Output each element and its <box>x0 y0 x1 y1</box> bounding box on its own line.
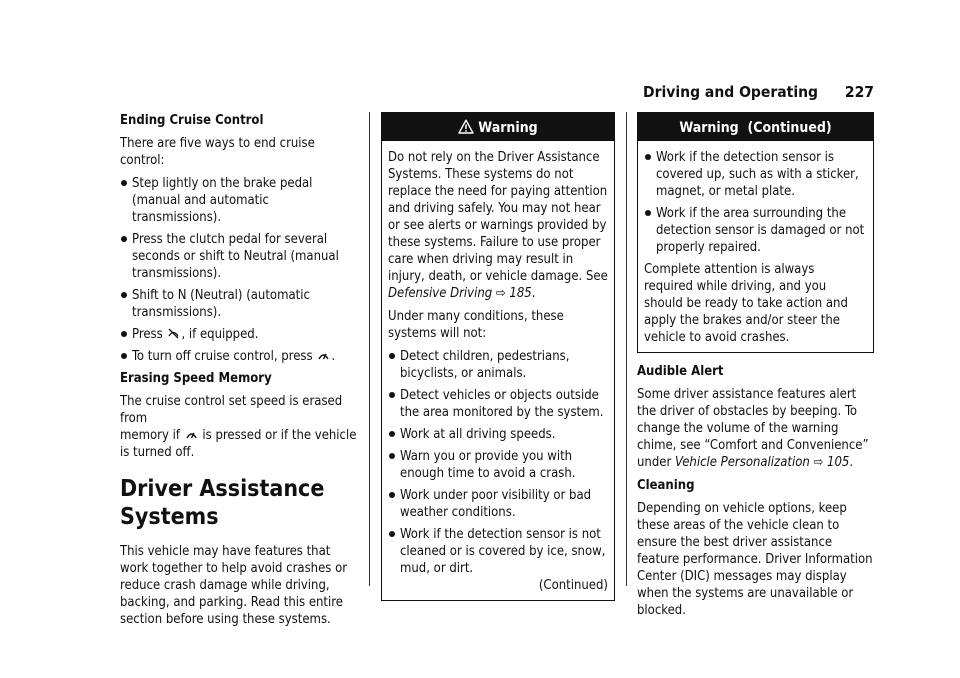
cruise-cancel-icon <box>167 327 180 339</box>
audible-alert-title: Audible Alert <box>637 364 724 379</box>
cruise-control-icon <box>185 428 198 440</box>
section-heading: Driver Assistance Systems <box>120 476 325 530</box>
list-item: Detect children, pedestrians, bicyclists, or animals. <box>388 348 608 382</box>
warning-header: Warning (Continued) <box>638 113 873 141</box>
list-item: Work under poor visibility or bad weather conditions. <box>388 487 608 521</box>
column-1 <box>120 112 357 634</box>
warning-box <box>381 112 615 601</box>
warning-paragraph: Do not rely on the Driver Assistance Systems. These systems do not replace the need for paying attention and driving safely. You may not hear or see alerts or warnings provided by these systems. Failure to use proper care when driving may result in injury, death, or vehicle damage. See Defensive Driving ⇨ 185. <box>388 150 608 301</box>
list-item: Press the clutch pedal for several seconds or shift to Neutral (manual transmissions). <box>120 231 357 282</box>
ending-cruise-title: Ending Cruise Control <box>120 113 264 128</box>
page-reference: ⇨ 105 <box>813 455 850 470</box>
ending-cruise-intro: There are five ways to end cruise control: <box>120 136 315 168</box>
section-title: Driving and Operating <box>643 83 819 101</box>
list-item: Work if the detection sensor is not cleaned or is covered by ice, snow, mud, or dirt. <box>388 526 608 577</box>
warning-intro: Under many conditions, these systems will not: <box>388 309 564 341</box>
list-item: To turn off cruise control, press . <box>120 348 357 365</box>
list-item: Step lightly on the brake pedal (manual and automatic transmissions). <box>120 175 357 226</box>
column-3 <box>637 112 874 625</box>
warning-body <box>382 141 614 600</box>
list-item: Warn you or provide you with enough time to avoid a crash. <box>388 448 608 482</box>
continued-label: (Continued) <box>538 578 608 593</box>
page-header <box>643 84 874 101</box>
warning-body <box>638 141 873 352</box>
warning-closing: Complete attention is always required while driving, and you should be ready to take action and apply the brakes and/or steer the vehicle to avoid crashes. <box>644 262 848 345</box>
column-divider <box>369 112 370 586</box>
list-item: Press , if equipped. <box>120 326 357 343</box>
cleaning-text: Depending on vehicle options, keep these areas of the vehicle clean to ensure the best driver assistance feature performance. Driver Information Center (DIC) messages may display when the systems are unavailable or blocked. <box>637 501 873 618</box>
audible-alert-text: Some driver assistance features alert the driver of obstacles by beeping. To change the volume of the warning chime, see “Comfort and Convenience” under Vehicle Personalization ⇨ 105. <box>637 387 869 470</box>
list-item: Work if the area surrounding the detection sensor is damaged or not properly repaired. <box>644 205 867 256</box>
page-reference: ⇨ 185 <box>495 286 532 301</box>
cruise-control-icon <box>317 349 330 361</box>
erasing-speed-title: Erasing Speed Memory <box>120 371 272 386</box>
warning-header: Warning <box>382 113 614 141</box>
list-item: Shift to N (Neutral) (automatic transmissions). <box>120 287 357 321</box>
warning-list <box>644 149 867 256</box>
warning-list <box>388 348 608 577</box>
warning-triangle-icon <box>458 119 474 134</box>
cross-reference: Defensive Driving <box>388 286 493 301</box>
list-item: Work if the detection sensor is covered up, such as with a sticker, magnet, or metal plate. <box>644 149 867 200</box>
erasing-speed-text: The cruise control set speed is erased from memory if is pressed or if the vehicle is turned off. <box>120 394 357 460</box>
ending-cruise-list <box>120 175 357 365</box>
list-item: Work at all driving speeds. <box>388 426 608 443</box>
column-divider <box>626 112 627 586</box>
cross-reference: Vehicle Personalization <box>674 455 810 470</box>
page-number: 227 <box>844 83 874 101</box>
das-intro: This vehicle may have features that work together to help avoid crashes or reduce crash damage while driving, backing, and parking. Read this entire section before using these systems. <box>120 544 348 627</box>
column-2 <box>381 112 618 601</box>
cleaning-title: Cleaning <box>637 478 695 493</box>
list-item: Detect vehicles or objects outside the area monitored by the system. <box>388 387 608 421</box>
warning-box-continued <box>637 112 874 353</box>
